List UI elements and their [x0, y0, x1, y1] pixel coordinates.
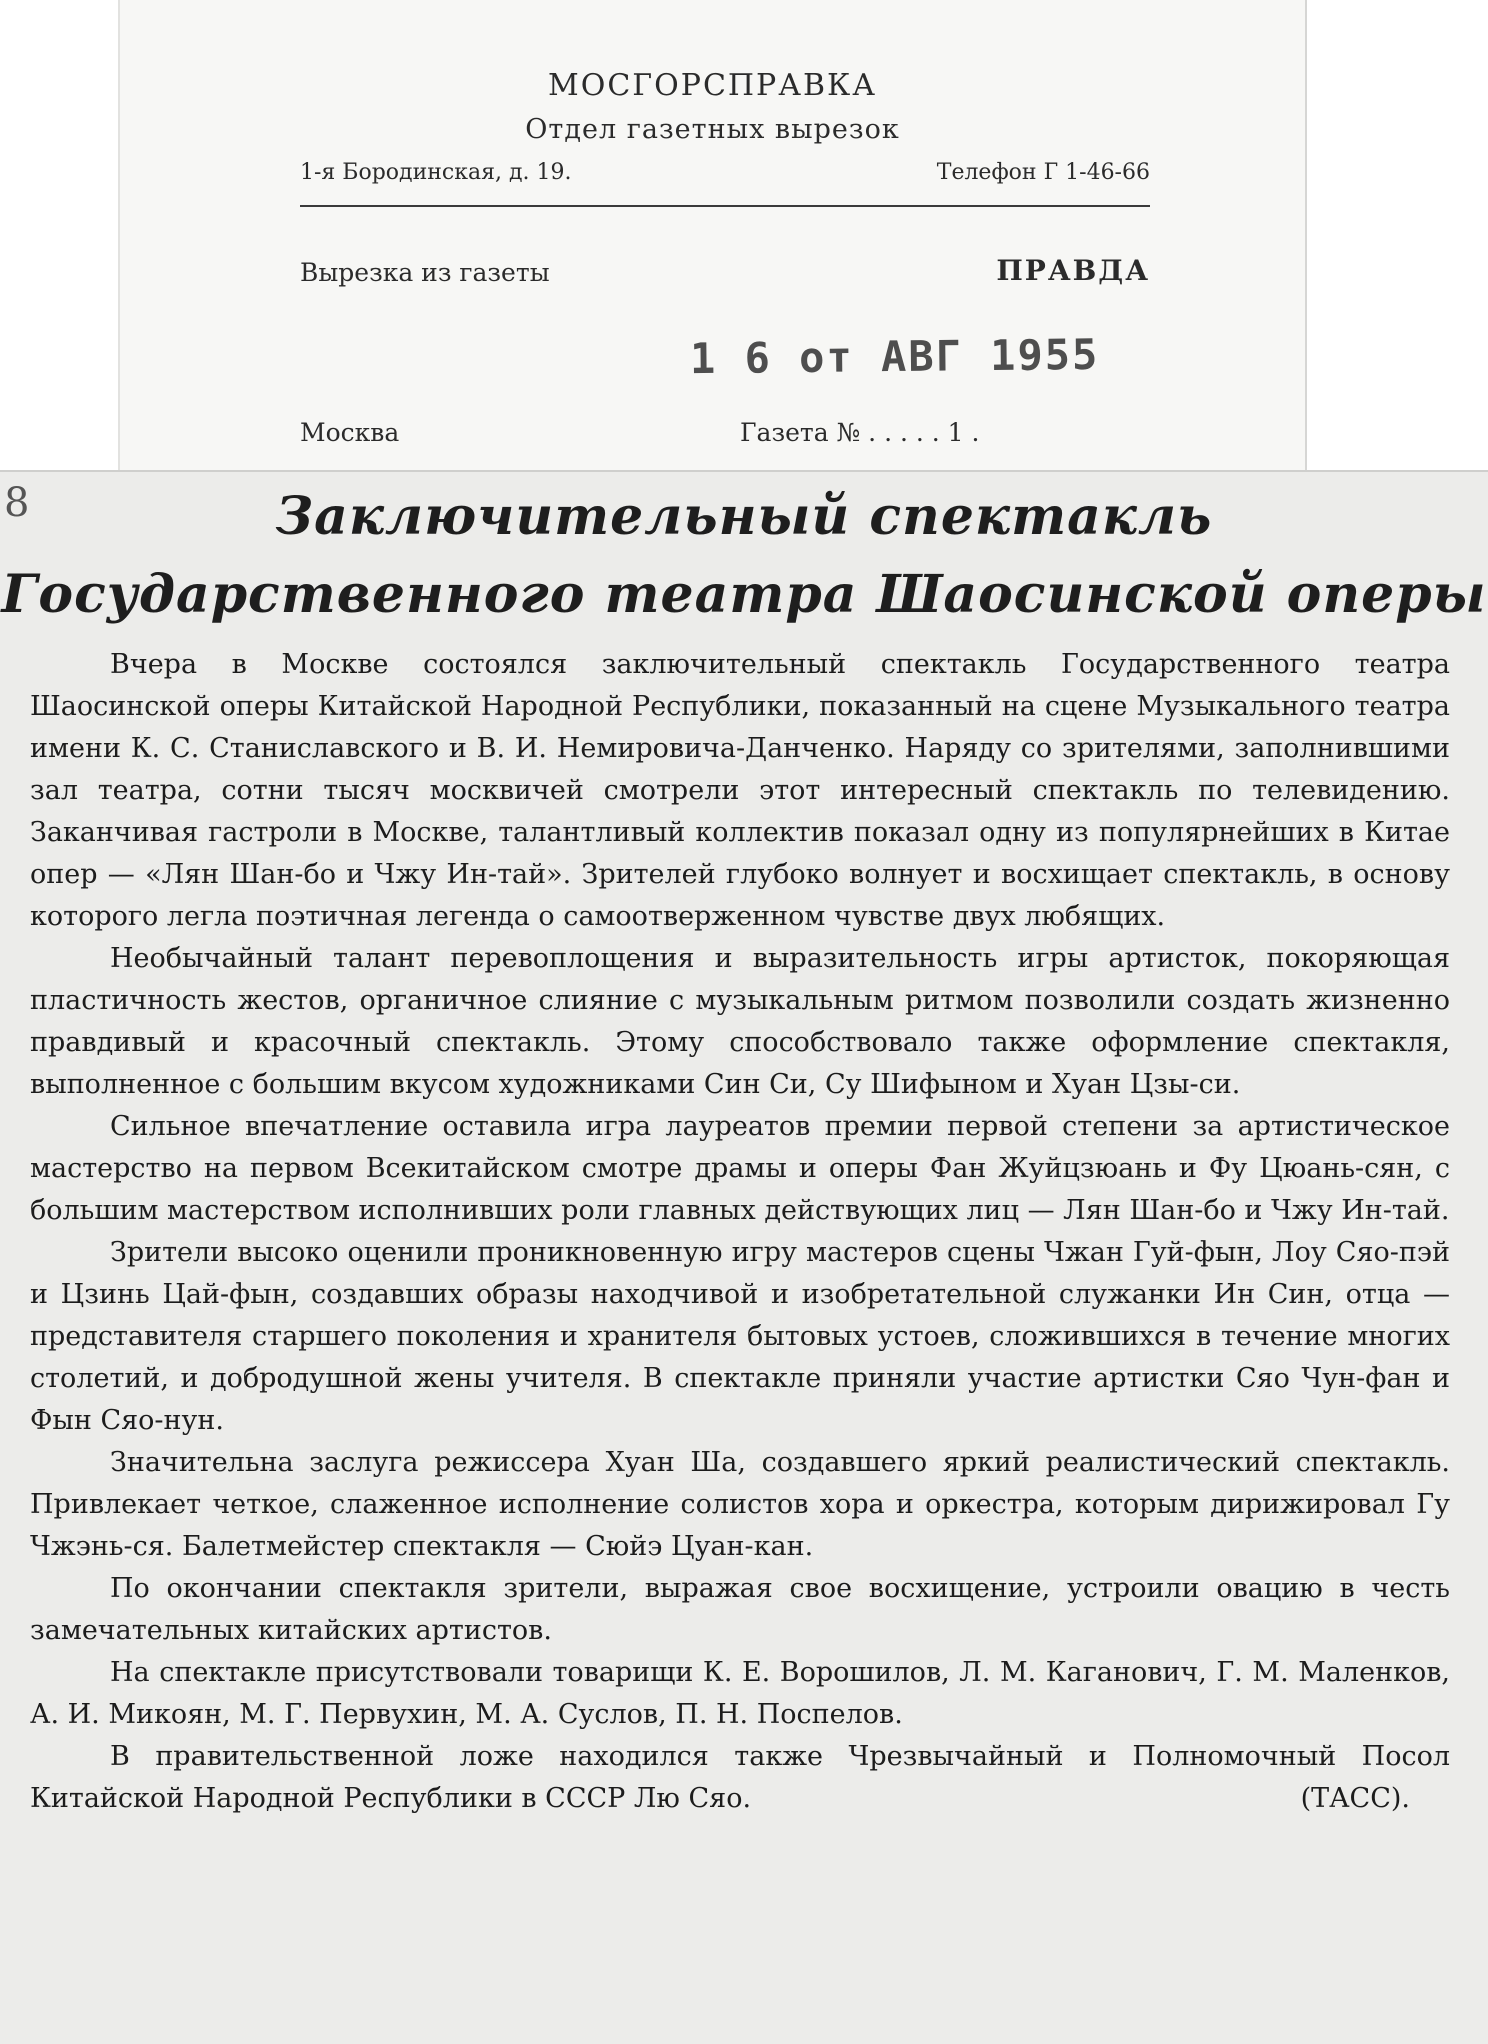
newspaper-clipping [0, 470, 1488, 2044]
headline-line-1: Заключительный спектакль [275, 486, 1213, 547]
paragraph: По окончании спектакля зрители, выражая свое восхищение, устроили овацию в честь замечательных китайских артистов. [30, 1573, 1450, 1646]
department-name: Отдел газетных вырезок [525, 114, 900, 145]
newspaper-name: ПРАВДА [996, 254, 1150, 287]
org-name: МОСГОРСПРАВКА [548, 68, 877, 103]
paragraph: Сильное впечатление оставила игра лауреатов премии первой степени за артистическое мастерство на первом Всекитайском смотре драмы и оперы Фан Жуйцзюань и Фу Цюань-сян, с большим мастерством исполнивших роли главных действующих лиц — Лян Шан-бо и Чжу Ин-тай. [30, 1111, 1450, 1226]
paragraph: На спектакле присутствовали товарищи К. Е. Ворошилов, Л. М. Каганович, Г. М. Маленков, А. И. Микоян, М. Г. Первухин, М. А. Суслов, П. Н. Поспелов. [30, 1657, 1450, 1730]
issue-number: Газета № . . . . . 1 . [740, 418, 980, 447]
paragraph: Необычайный талант перевоплощения и выразительность игры артисток, покоряющая пластичность жестов, органичное слияние с музыкальным ритмом позволили создать жизненно правдивый и красочный спектакль. Этому способствовало также оформление спектакля, выполненное с большим вкусом художниками Син Си, Су Шифыном и Хуан Цзы-си. [30, 943, 1450, 1100]
paragraph: Вчера в Москве состоялся заключительный спектакль Государственного театра Шаосинской оперы Китайской Народной Республики, показанный на сцене Музыкального театра имени К. С. Станиславского и В. И. Немировича-Данченко. Наряду со зрителями, заполнившими зал театра, сотни тысяч москвичей смотрели этот интересный спектакль по телевидению. Заканчивая гастроли в Москве, талантливый коллектив показал одну из популярнейших в Китае опер — «Лян Шан-бо и Чжу Ин-тай». Зрителей глубоко волнует и восхищает спектакль, в основу которого легла поэтичная легенда о самоотверженном чувстве двух любящих. [30, 649, 1450, 932]
paragraph: В правительственной ложе находился также Чрезвычайный и Полномочный Посол Китайской Народной Республики в СССР Лю Сяо. [30, 1741, 1450, 1814]
handwritten-mark: 8 [4, 480, 30, 526]
cut-label: Вырезка из газеты [300, 258, 550, 287]
final-paragraph-block [30, 1736, 1450, 1820]
paragraph: Зрители высоко оценили проникновенную игру мастеров сцены Чжан Гуй-фын, Лоу Сяо-пэй и Цзинь Цай-фын, создавших образы находчивой и изобретательной служанки Ин Син, отца — представителя старшего поколения и хранителя бытовых устоев, сложившихся в течение многих столетий, и добродушной жены учителя. В спектакле приняли участие артистки Сяо Чун-фан и Фын Сяо-нун. [30, 1237, 1450, 1436]
headline-line-2: Государственного театра Шаосинской оперы [1, 564, 1487, 625]
source-credit: (ТАСС). [1300, 1783, 1410, 1814]
address: 1-я Бородинская, д. 19. [300, 160, 572, 185]
header-divider [300, 205, 1150, 207]
city-label: Москва [300, 418, 400, 447]
clipping-service-slip [118, 0, 1307, 470]
phone-number: Телефон Г 1-46-66 [936, 160, 1150, 185]
date-stamp: 1 6 от АВГ 1955 [689, 329, 1100, 384]
article-body [30, 644, 1450, 1820]
paragraph: Значительна заслуга режиссера Хуан Ша, создавшего яркий реалистический спектакль. Привлекает четкое, слаженное исполнение солистов хора и оркестра, которым дирижировал Гу Чжэнь-ся. Балетмейстер спектакля — Сюйэ Цуан-кан. [30, 1447, 1450, 1562]
